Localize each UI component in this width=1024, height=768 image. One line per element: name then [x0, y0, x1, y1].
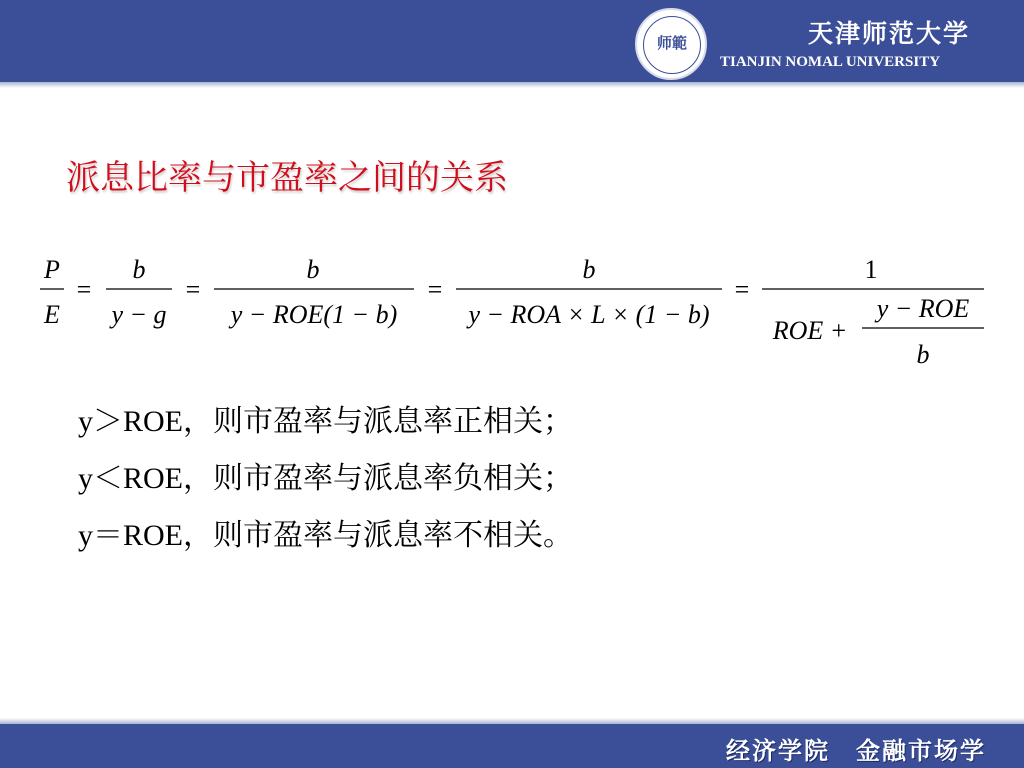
logo-text: 师範	[656, 34, 687, 52]
header-shadow	[0, 82, 1024, 88]
f4-den-left: ROE +	[772, 316, 848, 345]
statement-uncorrelated: y＝ROE，则市盈率与派息率不相关。	[78, 519, 573, 552]
f1-den: y − g	[111, 300, 167, 329]
equals-sign: =	[427, 275, 443, 304]
f4-num: 1	[864, 255, 878, 284]
university-logo	[635, 8, 707, 80]
formula-lhs-den: E	[44, 300, 60, 329]
formula	[38, 248, 998, 378]
f1-num: b	[132, 255, 146, 284]
f3-den: y − ROA × L × (1 − b)	[468, 300, 710, 329]
university-name-en: TIANJIN NOMAL UNIVERSITY	[720, 54, 941, 70]
statement-positive: y＞ROE，则市盈率与派息率正相关；	[78, 405, 573, 438]
equals-sign: =	[76, 275, 92, 304]
f4-inner-den: b	[916, 340, 930, 369]
f3-num: b	[582, 255, 596, 284]
footer-text: 经济学院 金融市场学	[726, 737, 986, 765]
statement-negative: y＜ROE，则市盈率与派息率负相关；	[78, 462, 573, 495]
f4-inner-num: y − ROE	[876, 294, 970, 323]
f2-num: b	[306, 255, 320, 284]
equals-sign: =	[185, 275, 201, 304]
university-name-cn: 天津师范大学	[808, 19, 971, 48]
f2-den: y − ROE(1 − b)	[230, 300, 398, 329]
slide-title: 派息比率与市盈率之间的关系	[66, 158, 508, 198]
equals-sign: =	[734, 275, 750, 304]
formula-lhs-num: P	[44, 255, 60, 284]
formula-svg	[38, 248, 998, 378]
